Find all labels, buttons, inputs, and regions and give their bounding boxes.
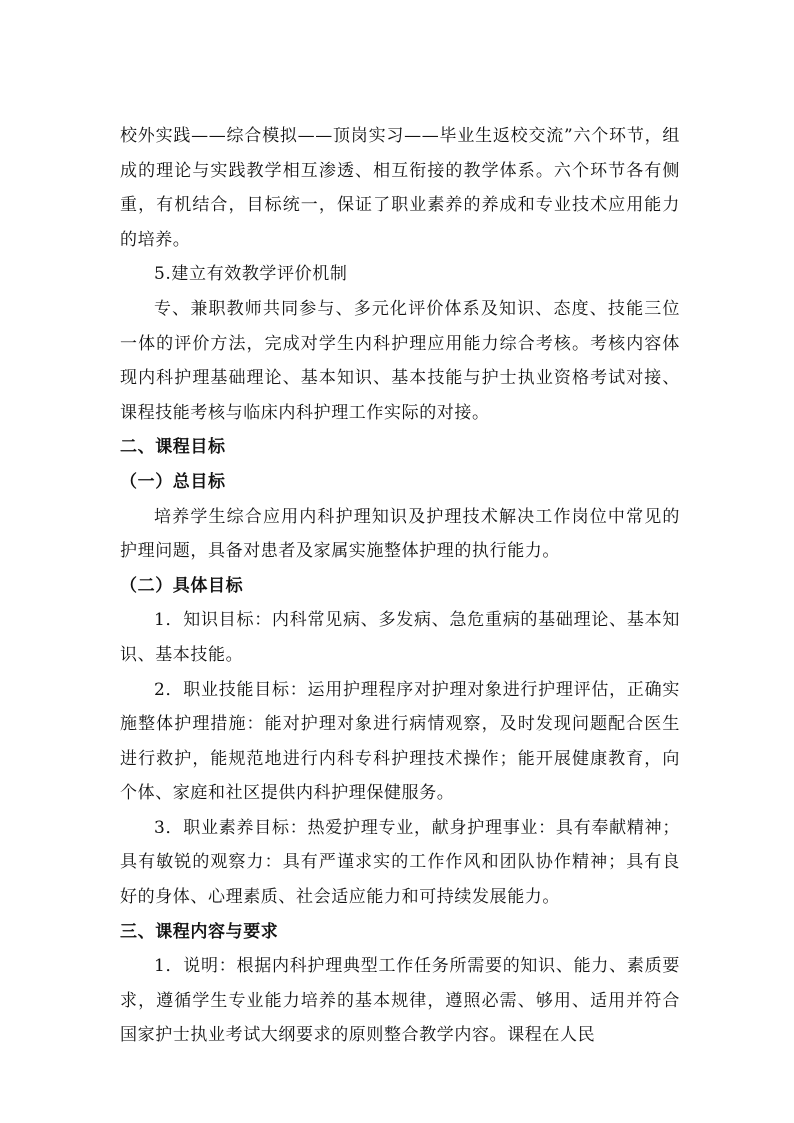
paragraph-overall-goal: 培养学生综合应用内科护理知识及护理技术解决工作岗位中常见的护理问题，具备对患者及家属实施整体护理的执行能力。 bbox=[120, 506, 680, 562]
paragraph-skill-goal: 2．职业技能目标：运用护理程序对护理对象进行护理评估，正确实施整体护理措施：能对护理对象进行病情观察，及时发现问题配合医生进行救护，能规范地进行内科专科护理技术操作；能开展健康教育，向个体、家庭和社区提供内科护理保健服务。 bbox=[120, 679, 680, 804]
paragraph-literacy-goal: 3．职业素养目标：热爱护理专业，献身护理事业：具有奉献精神；具有敏锐的观察力：具有严谨求实的工作作风和团队协作精神；具有良好的身体、心理素质、社会适应能力和可持续发展能力。 bbox=[120, 817, 680, 908]
document-body bbox=[120, 119, 680, 1053]
subheading-specific-goals: （二）具体目标 bbox=[120, 575, 244, 596]
section-heading-course-goals: 二、课程目标 bbox=[120, 437, 226, 458]
paragraph-evaluation-body: 专、兼职教师共同参与、多元化评价体系及知识、态度、技能三位一体的评价方法，完成对学生内科护理应用能力综合考核。考核内容体现内科护理基础理论、基本知识、基本技能与护士执业资格考试对接、课程技能考核与临床内科护理工作实际的对接。 bbox=[120, 298, 680, 423]
section-heading-course-content: 三、课程内容与要求 bbox=[120, 921, 279, 942]
paragraph-teaching-system: 校外实践——综合模拟——顶岗实习——毕业生返校交流”六个环节，组成的理论与实践教学相互渗透、相互衔接的教学体系。六个环节各有侧重，有机结合，目标统一，保证了职业素养的养成和专业技术应用能力的培养。 bbox=[120, 126, 680, 250]
paragraph-knowledge-goal: 1．知识目标：内科常见病、多发病、急危重病的基础理论、基本知识、基本技能。 bbox=[120, 610, 680, 665]
paragraph-content-description: 1．说明：根据内科护理典型工作任务所需要的知识、能力、素质要求，遵循学生专业能力培养的基本规律，遵照必需、够用、适用并符合国家护士执业考试大纲要求的原则整合教学内容。课程在人民 bbox=[120, 956, 680, 1046]
paragraph-evaluation-heading: 5.建立有效教学评价机制 bbox=[154, 264, 348, 285]
subheading-overall-goal: （一）总目标 bbox=[120, 471, 226, 492]
